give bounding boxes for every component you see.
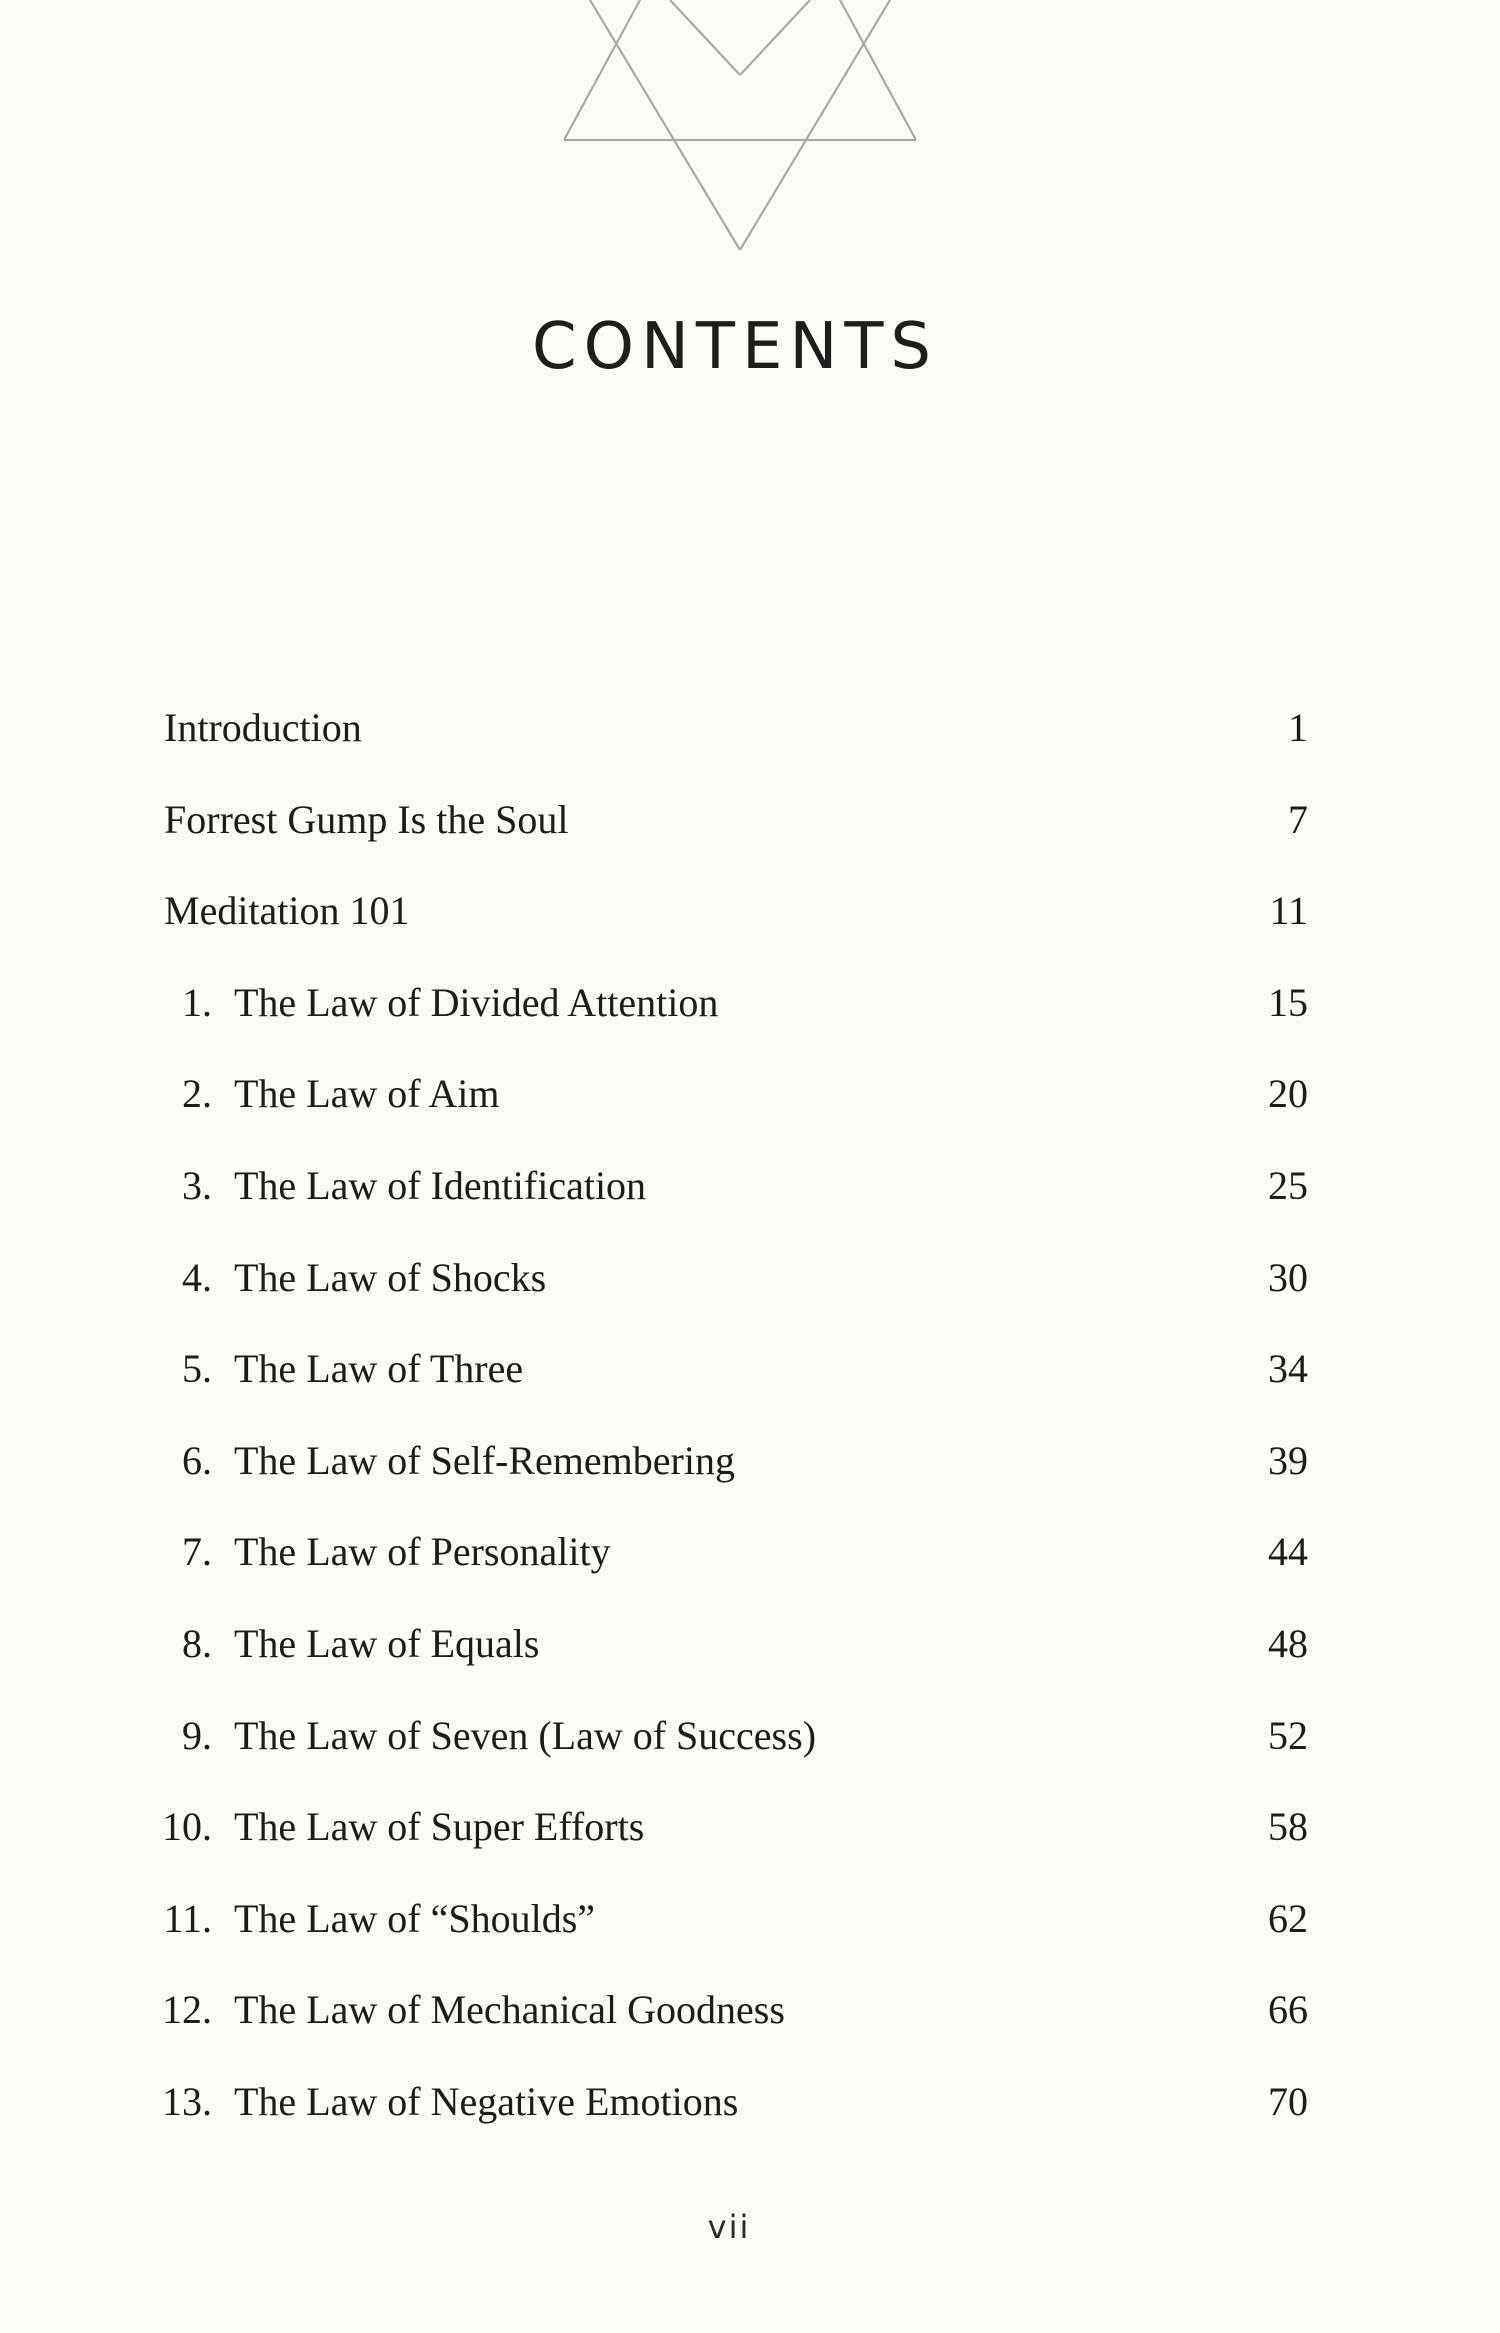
toc-entry-page: 30: [1268, 1254, 1308, 1300]
page-title: CONTENTS: [531, 310, 939, 384]
toc-entry-page: 15: [1268, 979, 1308, 1025]
toc-entry-title: The Law of Personality: [234, 1529, 611, 1575]
toc-entry-page: 48: [1268, 1621, 1308, 1666]
toc-entry-number: 5.: [182, 1346, 212, 1392]
toc-entry-page: 39: [1268, 1437, 1308, 1483]
toc-entry: [164, 2072, 1308, 2132]
toc-entry-title: The Law of Self-Remembering: [234, 1437, 735, 1483]
toc-entry-page: 25: [1268, 1163, 1308, 1208]
toc-entry: [164, 1064, 1308, 1124]
toc-entry-title: The Law of Negative Emotions: [234, 2079, 739, 2124]
toc-entry: [164, 1614, 1308, 1674]
toc-entry: [164, 790, 1308, 850]
toc-entry-number: 9.: [182, 1712, 212, 1758]
toc-entry-page: 62: [1268, 1895, 1308, 1941]
toc-entry-page: 20: [1268, 1071, 1308, 1117]
toc-entry-number: 8.: [182, 1621, 212, 1666]
toc-entry-number: 13.: [162, 2079, 212, 2124]
toc-entry-page: 70: [1268, 2079, 1308, 2124]
toc-entry-title: Meditation 101: [164, 888, 410, 934]
toc-entry-title: The Law of Mechanical Goodness: [234, 1987, 785, 2033]
toc-entry-title: The Law of Super Efforts: [234, 1804, 645, 1850]
toc-entry-number: 6.: [182, 1437, 212, 1483]
toc-entry: [164, 973, 1308, 1033]
toc-entry-title: The Law of Three: [234, 1346, 524, 1392]
toc-entry: [164, 1156, 1308, 1216]
toc-entry: [164, 698, 1308, 758]
toc-entry-title: The Law of “Shoulds”: [234, 1895, 596, 1941]
toc-entry: [164, 1889, 1308, 1949]
toc-entry-number: 4.: [182, 1254, 212, 1300]
toc-entry-number: 1.: [182, 979, 212, 1025]
toc-entry: [164, 1522, 1308, 1582]
toc-entry-page: 44: [1268, 1529, 1308, 1575]
toc-entry-number: 11.: [163, 1895, 212, 1941]
toc-entry-number: 10.: [162, 1804, 212, 1850]
toc-entry-page: 11: [1269, 888, 1308, 934]
toc-entry: [164, 1248, 1308, 1308]
toc-entry-title: Forrest Gump Is the Soul: [164, 796, 569, 842]
toc-entry-page: 34: [1268, 1346, 1308, 1392]
toc-entry-page: 66: [1268, 1987, 1308, 2033]
toc-entry-page: 7: [1288, 796, 1308, 842]
toc-entry-number: 12.: [162, 1987, 212, 2033]
page-number: vii: [707, 2208, 751, 2246]
toc-entry: [164, 1980, 1308, 2040]
toc-entry-number: 3.: [182, 1163, 212, 1208]
toc-entry-page: 52: [1268, 1712, 1308, 1758]
toc-entry: [164, 881, 1308, 941]
toc-entry-page: 58: [1268, 1804, 1308, 1850]
toc-entry-page: 1: [1288, 705, 1308, 750]
toc-entry-title: The Law of Identification: [234, 1163, 647, 1208]
toc-entry-title: The Law of Divided Attention: [234, 979, 719, 1025]
toc-entry: [164, 1706, 1308, 1766]
toc-entry-number: 7.: [182, 1529, 212, 1575]
toc-entry-title: The Law of Equals: [234, 1621, 540, 1666]
toc-entry-number: 2.: [182, 1071, 212, 1117]
toc-entry: [164, 1339, 1308, 1399]
toc-entry: [164, 1797, 1308, 1857]
toc-entry-title: Introduction: [164, 705, 362, 750]
toc-entry-title: The Law of Seven (Law of Success): [234, 1712, 817, 1758]
toc-entry-title: The Law of Shocks: [234, 1254, 547, 1300]
toc-entry-title: The Law of Aim: [234, 1071, 500, 1117]
toc-entry: [164, 1431, 1308, 1491]
